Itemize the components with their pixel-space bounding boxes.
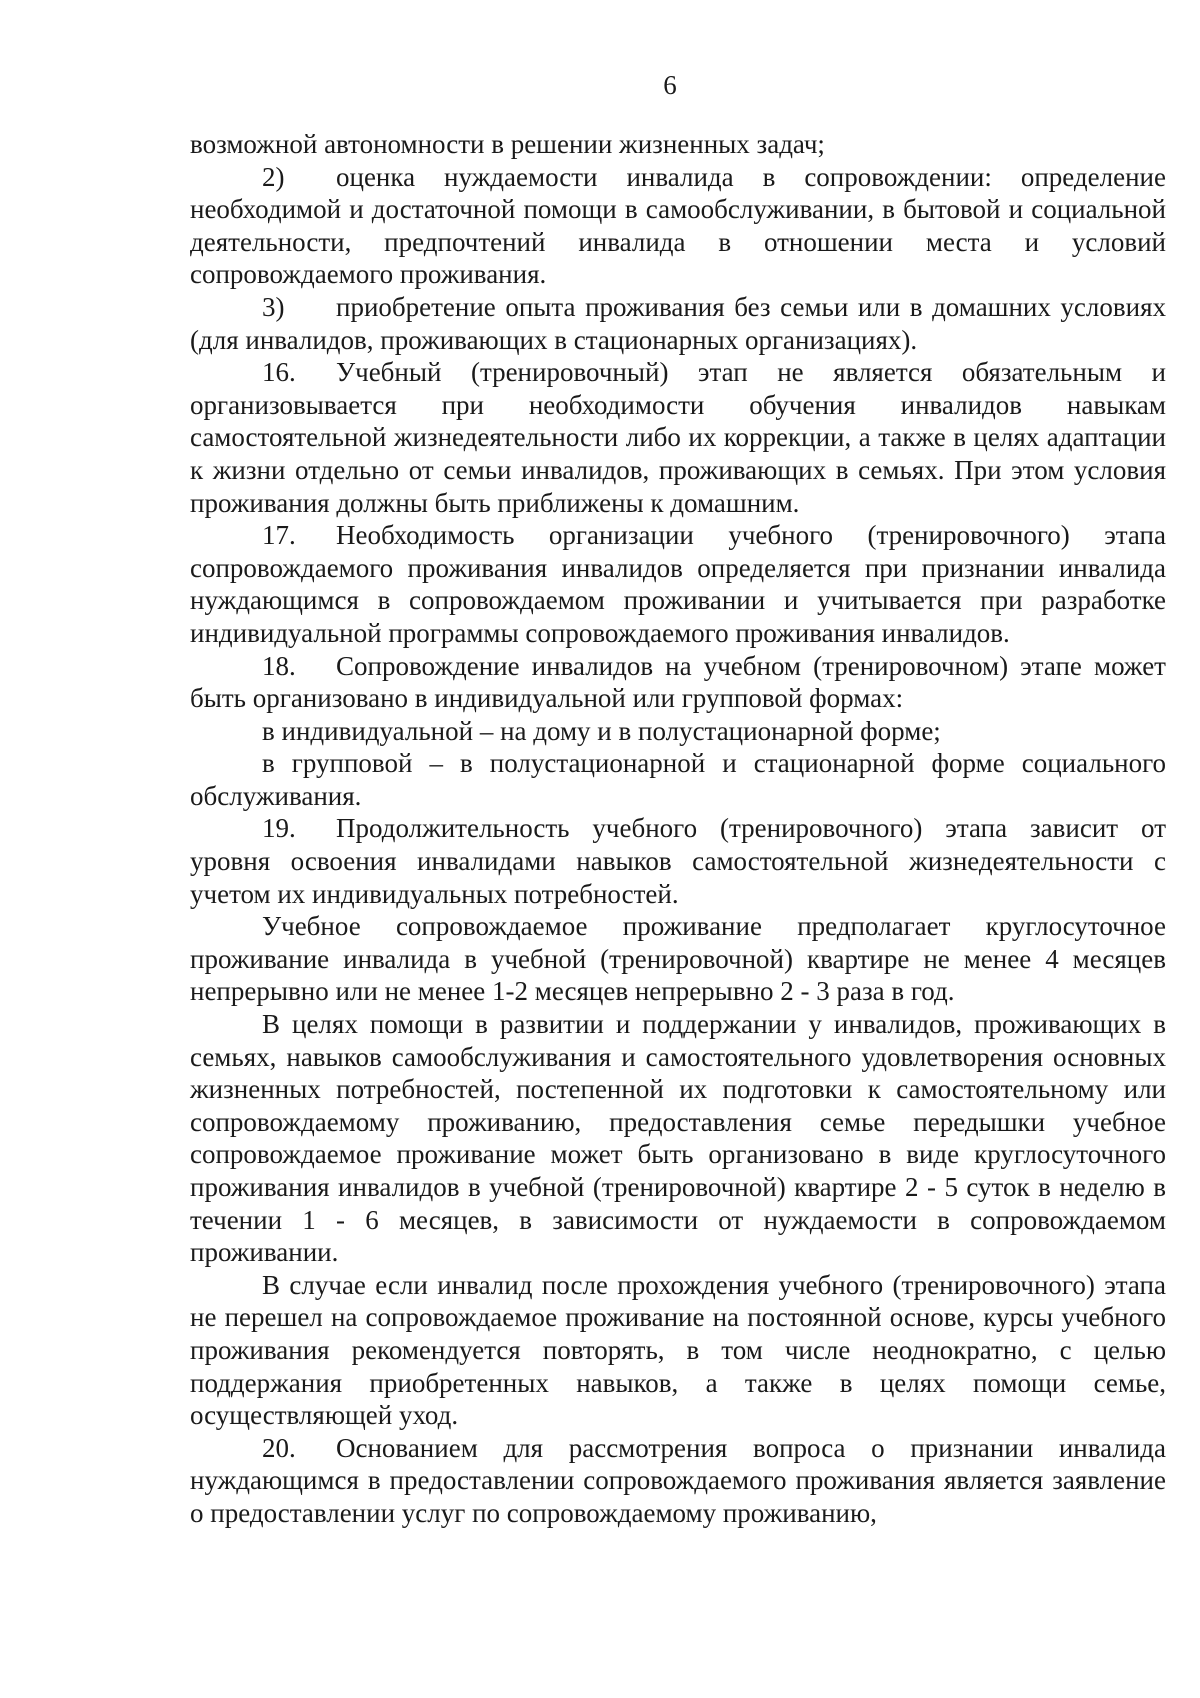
paragraph-text: Учебное сопровождаемое проживание предполагает круглосуточное проживание инвалида в учебной (тренировочной) квартире не менее 4 месяцев непрерывно или не менее 1-2 месяцев непрерывно 2 - 3 раза в год. bbox=[190, 911, 1166, 1007]
paragraph-text: Основанием для рассмотрения вопроса о признании инвалида нуждающимся в предоставлении сопровождаемого проживания является заявление о предоставлении услуг по сопровождаемому проживанию, bbox=[190, 1432, 1166, 1528]
paragraph-text: Необходимость организации учебного (тренировочного) этапа сопровождаемого проживания инвалидов определяется при признании инвалида нуждающимся в сопровождаемом проживании и учитывается при разработке индивидуальной программы сопровождаемого проживания инвалидов. bbox=[190, 520, 1166, 648]
paragraph-family-support bbox=[190, 1008, 1166, 1269]
paragraph-text: В целях помощи в развитии и поддержании у инвалидов, проживающих в семьях, навыков самообслуживания и самостоятельного удовлетворения основных жизненных потребностей, постепенной их подготовки к самостоятельному или сопровождаемому проживанию, предоставления семье передышки учебное сопровождаемое проживание может быть организовано в виде круглосуточного проживания инвалидов в учебной (тренировочной) квартире 2 - 5 суток в неделю в течении 1 - 6 месяцев, в зависимости от нуждаемости в сопровождаемом проживании. bbox=[190, 1009, 1166, 1268]
paragraph-repeat-courses bbox=[190, 1269, 1166, 1432]
page-number: 6 bbox=[663, 70, 677, 100]
list-item-2 bbox=[190, 161, 1166, 291]
document-body bbox=[190, 128, 1166, 1530]
paragraph-text: Учебный (тренировочный) этап не является обязательным и организовывается при необходимости обучения инвалидов навыкам самостоятельной жизнедеятельности либо их коррекции, а также в целях адаптации к жизни отдельно от семьи инвалидов, проживающих в семьях. При этом условия проживания должны быть приближены к домашним. bbox=[190, 357, 1166, 518]
clause-20 bbox=[190, 1432, 1166, 1530]
clause-number: 20. bbox=[262, 1432, 296, 1463]
clause-16 bbox=[190, 356, 1166, 519]
paragraph-text: возможной автономности в решении жизненных задач; bbox=[190, 129, 825, 159]
clause-number: 16. bbox=[262, 357, 296, 388]
clause-17 bbox=[190, 519, 1166, 649]
paragraph-text: приобретение опыта проживания без семьи или в домашних условиях (для инвалидов, проживающих в стационарных организациях). bbox=[190, 291, 1166, 355]
clause-number: 19. bbox=[262, 813, 296, 844]
paragraph-group-form bbox=[190, 747, 1166, 812]
paragraph-text: В случае если инвалид после прохождения учебного (тренировочного) этапа не перешел на сопровождаемое проживание на постоянной основе, курсы учебного проживания рекомендуется повторять, в том числе неоднократно, с целью поддержания приобретенных навыков, а также в целях помощи семье, осуществляющей уход. bbox=[190, 1269, 1166, 1431]
paragraph-continuation bbox=[190, 128, 1166, 161]
list-item-3 bbox=[190, 291, 1166, 356]
clause-number: 17. bbox=[262, 520, 296, 551]
paragraph-text: Сопровождение инвалидов на учебном (тренировочном) этапе может быть организовано в индивидуальной или групповой формах: bbox=[190, 650, 1166, 714]
paragraph-text: оценка нуждаемости инвалида в сопровождении: определение необходимой и достаточной помощи в самообслуживании, в бытовой и социальной деятельности, предпочтений инвалида в отношении места и условий сопровождаемого проживания. bbox=[190, 161, 1166, 290]
paragraph-round-the-clock bbox=[190, 910, 1166, 1008]
paragraph-text: Продолжительность учебного (тренировочного) этапа зависит от уровня освоения инвалидами навыков самостоятельной жизнедеятельности с учетом их индивидуальных потребностей. bbox=[190, 813, 1166, 909]
item-number: 3) bbox=[262, 291, 285, 322]
paragraph-individual-form bbox=[190, 715, 1166, 748]
paragraph-text: в групповой – в полустационарной и стационарной форме социального обслуживания. bbox=[190, 748, 1166, 811]
item-number: 2) bbox=[262, 161, 285, 192]
clause-number: 18. bbox=[262, 650, 296, 681]
paragraph-text: в индивидуальной – на дому и в полустационарной форме; bbox=[262, 715, 941, 746]
clause-18 bbox=[190, 650, 1166, 715]
clause-19 bbox=[190, 812, 1166, 910]
